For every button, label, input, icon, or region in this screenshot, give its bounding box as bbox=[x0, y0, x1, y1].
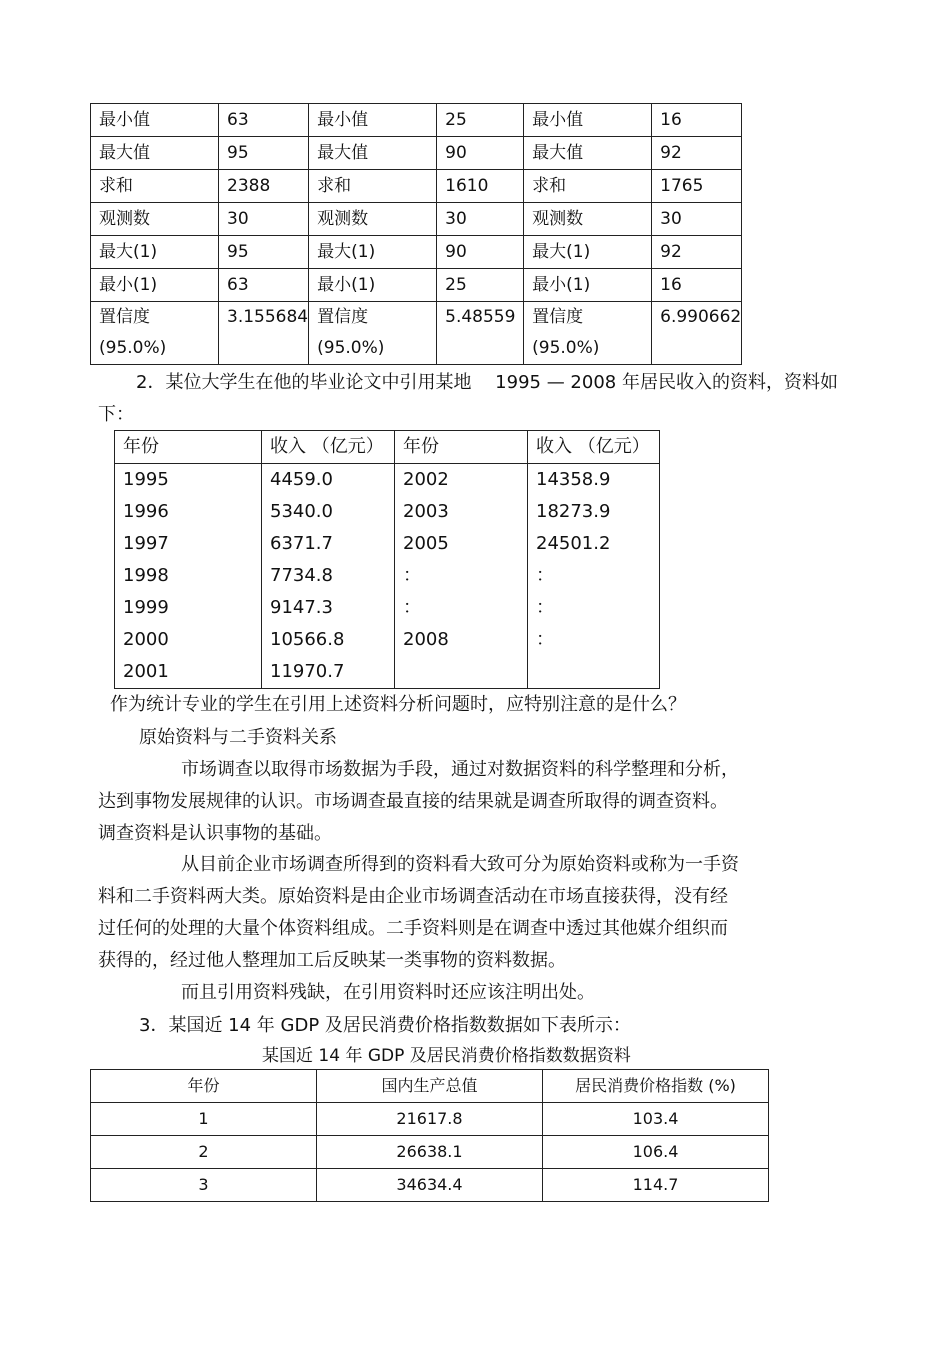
table-cell: ： bbox=[528, 624, 660, 656]
column-header: 年份 bbox=[395, 431, 528, 464]
confidence-level: (95.0%) bbox=[532, 338, 600, 358]
answer-para1-line2: 达到事物发展规律的认识。市场调查最直接的结果就是调查所取得的调查资料。 bbox=[98, 791, 728, 812]
table-cell: 观测数 bbox=[524, 203, 652, 236]
table-row bbox=[91, 170, 742, 203]
table-cell: 最大值 bbox=[309, 137, 437, 170]
table-cell: 最大值 bbox=[524, 137, 652, 170]
answer-para3: 而且引用资料残缺，在引用资料时还应该注明出处。 bbox=[181, 982, 595, 1003]
column-header: 年份 bbox=[115, 431, 262, 464]
answer-para1-line3: 调查资料是认识事物的基础。 bbox=[98, 823, 332, 844]
table-cell: 1765 bbox=[652, 170, 742, 203]
table-cell: 30 bbox=[437, 203, 524, 236]
table-cell bbox=[91, 302, 219, 365]
table-cell: 24501.2 bbox=[528, 528, 660, 560]
table-cell: 25 bbox=[437, 104, 524, 137]
table-cell: 最小值 bbox=[524, 104, 652, 137]
table-cell: 观测数 bbox=[309, 203, 437, 236]
table-cell: 34634.4 bbox=[317, 1169, 543, 1202]
column-header: 收入 （亿元） bbox=[528, 431, 660, 464]
table-cell: 18273.9 bbox=[528, 496, 660, 528]
confidence-level: (95.0%) bbox=[99, 338, 167, 358]
answer-para1-line1: 市场调查以取得市场数据为手段，通过对数据资料的科学整理和分析， bbox=[181, 759, 739, 780]
table-cell: 求和 bbox=[91, 170, 219, 203]
table-row bbox=[115, 656, 660, 689]
table-cell: 最小(1) bbox=[524, 269, 652, 302]
table-row bbox=[115, 496, 660, 528]
table-cell: 106.4 bbox=[543, 1136, 769, 1169]
table-cell: 21617.8 bbox=[317, 1103, 543, 1136]
table-cell: 观测数 bbox=[91, 203, 219, 236]
table-row bbox=[115, 528, 660, 560]
table-cell: 5340.0 bbox=[262, 496, 395, 528]
table-cell: 最小(1) bbox=[91, 269, 219, 302]
table-cell: ： bbox=[528, 560, 660, 592]
table-cell: 1999 bbox=[115, 592, 262, 624]
table-row bbox=[91, 137, 742, 170]
table-caption: 某国近 14 年 GDP 及居民消费价格指数数据资料 bbox=[262, 1046, 631, 1066]
table-cell: 10566.8 bbox=[262, 624, 395, 656]
table-cell: 2001 bbox=[115, 656, 262, 689]
table-row bbox=[91, 236, 742, 269]
table-cell: 1998 bbox=[115, 560, 262, 592]
table-row bbox=[115, 464, 660, 497]
answer-para2-line3: 过任何的处理的大量个体资料组成。二手资料则是在调查中透过其他媒介组织而 bbox=[98, 918, 728, 939]
stats-table bbox=[90, 103, 742, 365]
table-cell: 2388 bbox=[219, 170, 309, 203]
column-header: 国内生产总值 bbox=[317, 1070, 543, 1103]
table-cell: 30 bbox=[219, 203, 309, 236]
column-header: 居民消费价格指数 (%) bbox=[543, 1070, 769, 1103]
table-row bbox=[115, 560, 660, 592]
table-cell bbox=[309, 302, 437, 365]
table-cell: 4459.0 bbox=[262, 464, 395, 497]
table-cell bbox=[528, 656, 660, 689]
table-cell: 最大(1) bbox=[309, 236, 437, 269]
table-cell: 1997 bbox=[115, 528, 262, 560]
table-row bbox=[91, 203, 742, 236]
table-cell: 92 bbox=[652, 236, 742, 269]
table-cell: ： bbox=[395, 592, 528, 624]
table-cell: 16 bbox=[652, 269, 742, 302]
table-cell: 3.155684 bbox=[219, 302, 309, 365]
column-header: 年份 bbox=[91, 1070, 317, 1103]
income-table bbox=[114, 430, 660, 689]
table-row bbox=[115, 592, 660, 624]
table-cell: ： bbox=[395, 560, 528, 592]
table-cell: 90 bbox=[437, 236, 524, 269]
table-cell: 最小(1) bbox=[309, 269, 437, 302]
table-cell: 1996 bbox=[115, 496, 262, 528]
table-cell: 2008 bbox=[395, 624, 528, 656]
table-cell: 最大(1) bbox=[91, 236, 219, 269]
table-cell: 2005 bbox=[395, 528, 528, 560]
question2-line1: 2．某位大学生在他的毕业论文中引用某地 1995 — 2008 年居民收入的资料，资料如 bbox=[136, 372, 838, 393]
table-cell: 求和 bbox=[524, 170, 652, 203]
table-cell: 2000 bbox=[115, 624, 262, 656]
table-cell: 2002 bbox=[395, 464, 528, 497]
table-cell: 114.7 bbox=[543, 1169, 769, 1202]
table-row bbox=[91, 1103, 769, 1136]
confidence-label: 置信度 bbox=[532, 307, 584, 327]
table-cell: 5.48559 bbox=[437, 302, 524, 365]
table-cell: 6.990662 bbox=[652, 302, 742, 365]
table-row bbox=[115, 624, 660, 656]
confidence-level: (95.0%) bbox=[317, 338, 385, 358]
question2-line2: 下： bbox=[98, 404, 134, 425]
table-cell: 103.4 bbox=[543, 1103, 769, 1136]
table-row bbox=[91, 302, 742, 365]
table-cell: 90 bbox=[437, 137, 524, 170]
table-row bbox=[91, 1136, 769, 1169]
table-cell: 最大(1) bbox=[524, 236, 652, 269]
table-cell: 63 bbox=[219, 269, 309, 302]
table-header-row bbox=[115, 431, 660, 464]
answer-heading: 原始资料与二手资料关系 bbox=[139, 727, 337, 748]
confidence-label: 置信度 bbox=[99, 307, 150, 327]
table-cell: 2 bbox=[91, 1136, 317, 1169]
table-cell: 最小值 bbox=[309, 104, 437, 137]
answer-para2-line4: 获得的，经过他人整理加工后反映某一类事物的资料数据。 bbox=[98, 950, 566, 971]
table-cell: 6371.7 bbox=[262, 528, 395, 560]
table-cell: 95 bbox=[219, 236, 309, 269]
table-cell: 2003 bbox=[395, 496, 528, 528]
answer-para2-line2: 料和二手资料两大类。原始资料是由企业市场调查活动在市场直接获得，没有经 bbox=[98, 886, 728, 907]
confidence-label: 置信度 bbox=[317, 307, 369, 327]
gdp-table bbox=[90, 1069, 769, 1202]
table-cell: 求和 bbox=[309, 170, 437, 203]
table-cell: 63 bbox=[219, 104, 309, 137]
table-cell: 30 bbox=[652, 203, 742, 236]
table-cell: 7734.8 bbox=[262, 560, 395, 592]
table-cell: 1 bbox=[91, 1103, 317, 1136]
table-cell: ： bbox=[528, 592, 660, 624]
table-cell: 3 bbox=[91, 1169, 317, 1202]
table-row bbox=[91, 104, 742, 137]
answer-para2-line1: 从目前企业市场调查所得到的资料看大致可分为原始资料或称为一手资 bbox=[181, 854, 739, 875]
question2-prompt: 作为统计专业的学生在引用上述资料分析问题时，应特别注意的是什么？ bbox=[110, 694, 686, 715]
table-cell: 14358.9 bbox=[528, 464, 660, 497]
table-cell: 92 bbox=[652, 137, 742, 170]
table-row bbox=[91, 269, 742, 302]
question3-line: 3．某国近 14 年 GDP 及居民消费价格指数数据如下表所示： bbox=[139, 1015, 631, 1036]
column-header: 收入 （亿元） bbox=[262, 431, 395, 464]
table-row bbox=[91, 1169, 769, 1202]
table-header-row bbox=[91, 1070, 769, 1103]
table-cell: 1995 bbox=[115, 464, 262, 497]
table-cell: 最小值 bbox=[91, 104, 219, 137]
table-cell bbox=[524, 302, 652, 365]
table-cell: 9147.3 bbox=[262, 592, 395, 624]
table-cell: 1610 bbox=[437, 170, 524, 203]
table-cell: 25 bbox=[437, 269, 524, 302]
table-cell: 16 bbox=[652, 104, 742, 137]
table-cell: 最大值 bbox=[91, 137, 219, 170]
table-cell: 95 bbox=[219, 137, 309, 170]
table-cell: 11970.7 bbox=[262, 656, 395, 689]
table-cell bbox=[395, 656, 528, 689]
table-cell: 26638.1 bbox=[317, 1136, 543, 1169]
